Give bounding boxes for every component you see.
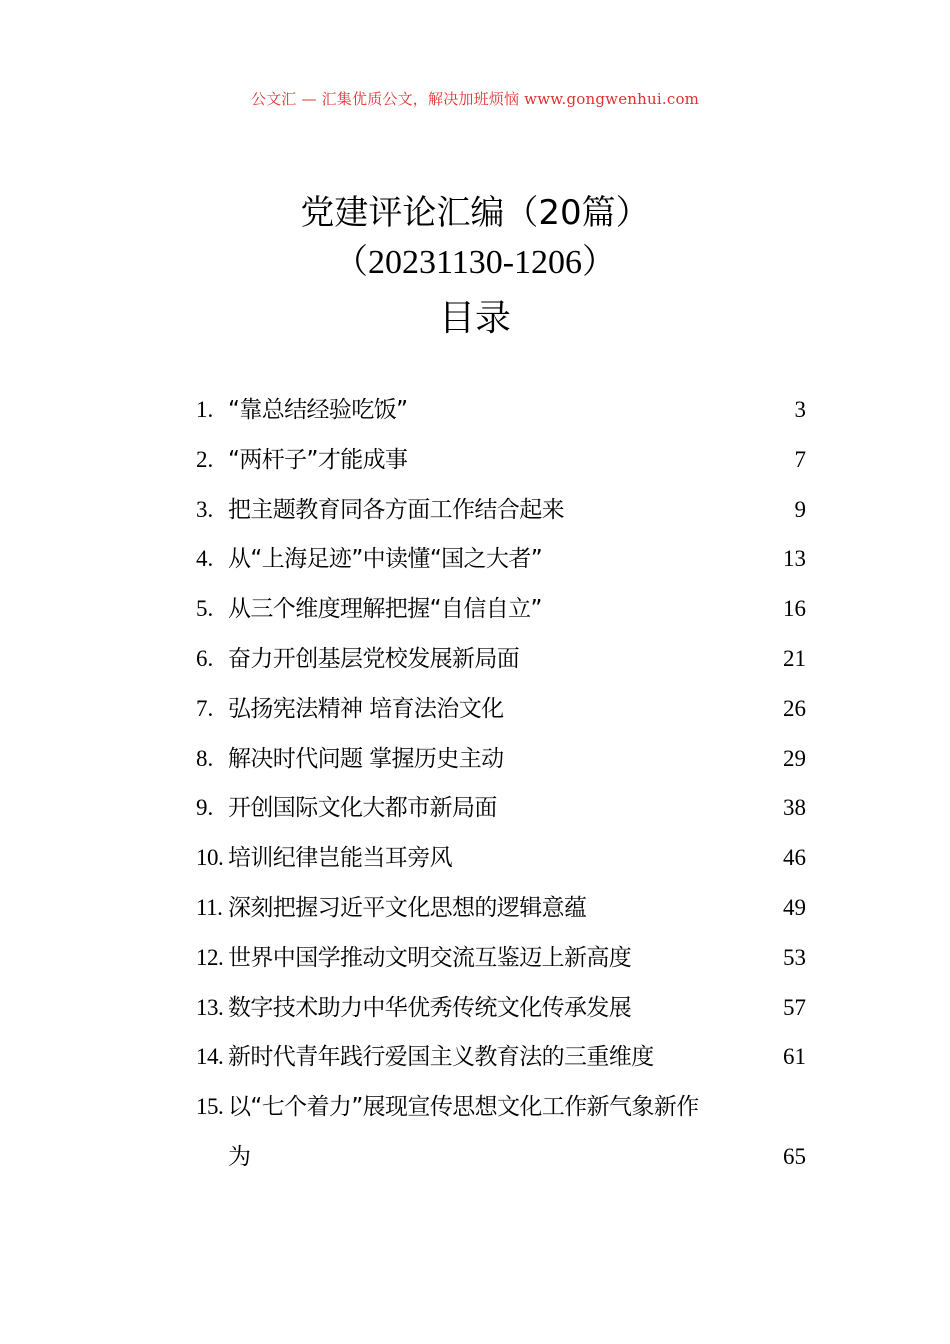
- toc-entry-number: 3.: [196, 496, 214, 522]
- toc-entry-title: 深刻把握习近平文化思想的逻辑意蕴: [228, 894, 587, 921]
- document-title-block: [0, 188, 950, 348]
- toc-entry-continuation[interactable]: [196, 1132, 806, 1182]
- toc-entry-number: 1.: [196, 397, 214, 422]
- toc-entry-page: 53: [783, 944, 806, 970]
- toc-entry-page: 46: [783, 845, 806, 871]
- toc-entry-number: 8.: [196, 745, 214, 771]
- toc-entry[interactable]: [196, 983, 806, 1033]
- watermark-header-banner: 公文汇 — 汇集优质公文，解决加班烦恼 www.gongwenhui.com: [250, 90, 700, 108]
- toc-entry-page: 38: [783, 795, 806, 821]
- toc-entry-number: 10.: [196, 845, 224, 871]
- toc-entry[interactable]: [196, 1082, 806, 1132]
- toc-entry-title: 从三个维度理解把握“自信自立”: [228, 596, 542, 623]
- toc-entry[interactable]: [196, 933, 806, 983]
- toc-entry[interactable]: [196, 684, 806, 734]
- toc-entry-page: 65: [783, 1143, 806, 1169]
- toc-entry-title: 弘扬宪法精神 培育法治文化: [228, 695, 504, 722]
- toc-entry-number: 12.: [196, 944, 224, 970]
- toc-entry-title: “两杆子”才能成事: [228, 446, 408, 473]
- toc-entry-number: 6.: [196, 645, 214, 671]
- toc-entry[interactable]: [196, 485, 806, 535]
- toc-entry[interactable]: [196, 385, 806, 435]
- toc-entry-number: 9.: [196, 795, 214, 821]
- toc-entry-page: 61: [783, 1044, 806, 1070]
- toc-entry-page: 3: [794, 397, 806, 422]
- toc-entry-title: 从“上海足迹”中读懂“国之大者”: [228, 546, 543, 573]
- toc-entry-page: 21: [783, 645, 806, 671]
- toc-entry-page: 49: [783, 894, 806, 920]
- toc-entry-page: 57: [783, 994, 806, 1020]
- toc-entry[interactable]: [196, 883, 806, 933]
- toc-entry-title: 解决时代问题 掌握历史主动: [228, 745, 504, 772]
- toc-entry[interactable]: [196, 534, 806, 584]
- toc-heading: 目录: [438, 298, 511, 339]
- toc-entry-page: 16: [783, 596, 806, 622]
- toc-entry-page: 9: [794, 496, 806, 522]
- document-title: 党建评论汇编（20篇）: [300, 193, 650, 233]
- toc-entry-page: 29: [783, 745, 806, 771]
- toc-entry-number: 15.: [196, 1094, 224, 1120]
- toc-entry-page: 13: [783, 546, 806, 572]
- toc-entry[interactable]: [196, 783, 806, 833]
- toc-entry-number: 5.: [196, 596, 214, 622]
- toc-entry-number: 4.: [196, 546, 214, 572]
- toc-entry-title: 把主题教育同各方面工作结合起来: [228, 496, 565, 523]
- toc-entry-number: 11.: [196, 894, 223, 920]
- toc-entry-title: 新时代青年践行爱国主义教育法的三重维度: [228, 1044, 654, 1071]
- document-date-range: （20231130-1206）: [333, 244, 617, 281]
- toc-entry-number: 7.: [196, 695, 214, 721]
- toc-entry[interactable]: [196, 734, 806, 784]
- toc-entry-number: 14.: [196, 1044, 224, 1070]
- toc-entry-number: 2.: [196, 446, 214, 472]
- toc-entry-title: 数字技术助力中华优秀传统文化传承发展: [228, 994, 632, 1021]
- toc-entry-title: “靠总结经验吃饭”: [228, 397, 408, 423]
- toc-entry[interactable]: [196, 634, 806, 684]
- toc-entry-title: 培训纪律岂能当耳旁风: [228, 845, 453, 872]
- toc-entry[interactable]: [196, 833, 806, 883]
- toc-entry-title: 奋力开创基层党校发展新局面: [228, 645, 520, 672]
- toc-entry-page: 26: [783, 695, 806, 721]
- toc-entry[interactable]: [196, 584, 806, 634]
- toc-entry[interactable]: [196, 1032, 806, 1082]
- toc-entry-title: 以“七个着力”展现宣传思想文化工作新气象新作: [228, 1094, 699, 1121]
- toc-entry-page: 7: [794, 446, 806, 472]
- toc-entry-title: 开创国际文化大都市新局面: [228, 795, 497, 822]
- toc-entry-title-continuation: 为: [228, 1143, 251, 1170]
- toc-entry-title: 世界中国学推动文明交流互鉴迈上新高度: [228, 944, 632, 971]
- table-of-contents: [196, 385, 806, 1182]
- toc-entry[interactable]: [196, 435, 806, 485]
- toc-entry-number: 13.: [196, 994, 224, 1020]
